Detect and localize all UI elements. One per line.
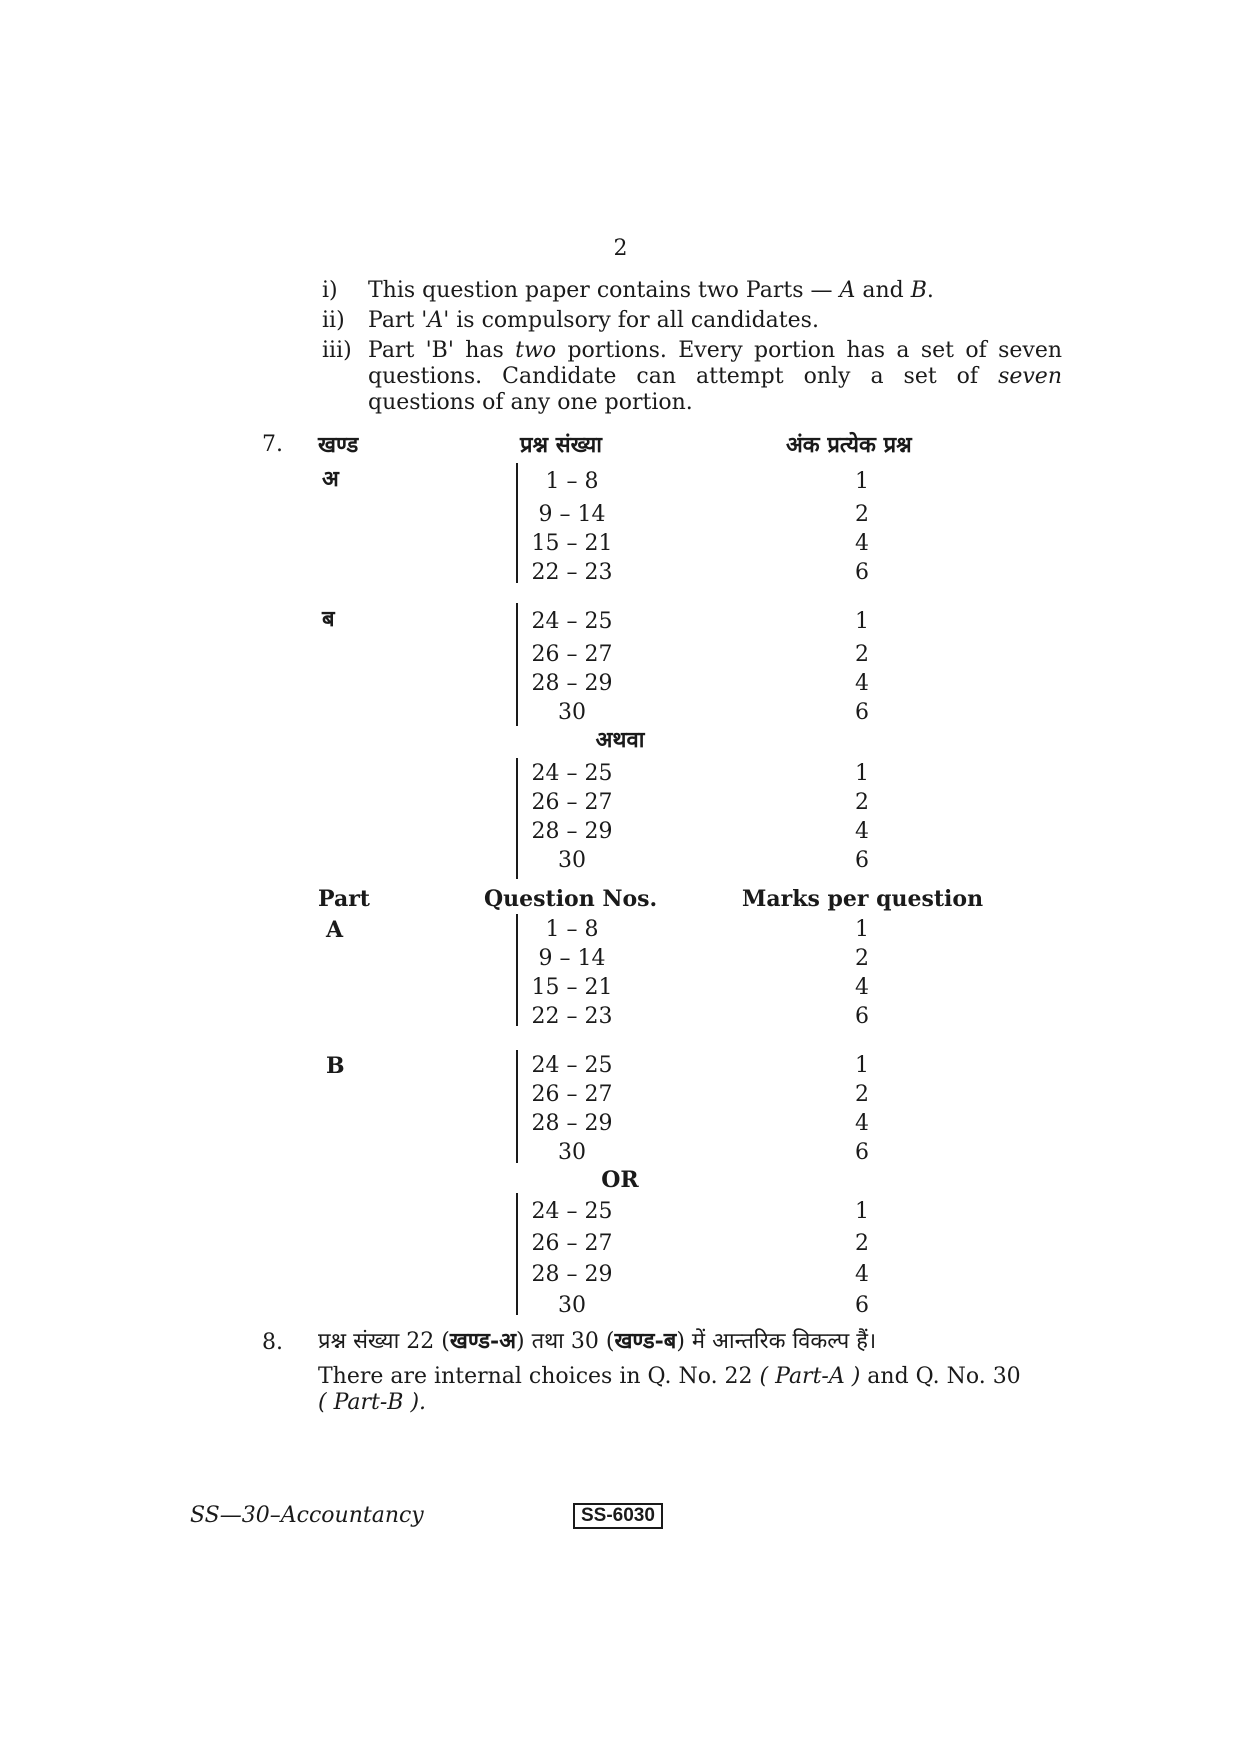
question-range: 24 – 25 — [531, 609, 613, 634]
column-header: खण्ड — [318, 432, 359, 458]
column-header: Part — [318, 886, 370, 912]
question-range: 26 – 27 — [531, 642, 613, 667]
marks-value: 1 — [855, 1199, 869, 1224]
instruction-emphasis: A — [839, 278, 856, 303]
instruction-text: questions of any one portion. — [368, 390, 693, 415]
marks-value: 6 — [855, 560, 869, 585]
instruction-emphasis: B — [910, 278, 927, 303]
instruction-text-part: . — [926, 278, 934, 303]
question-range: 26 – 27 — [531, 1082, 613, 1107]
part-label: B — [326, 1053, 345, 1079]
marks-value: 4 — [855, 819, 869, 844]
question-range: 24 – 25 — [531, 761, 613, 786]
instruction-text-part: This question paper contains two Parts — — [368, 278, 840, 303]
marks-value: 1 — [855, 761, 869, 786]
text-part: There are internal choices in Q. No. 22 — [318, 1364, 760, 1389]
instruction-text — [368, 338, 1062, 364]
instruction-text — [368, 278, 1062, 304]
marks-value: 2 — [855, 502, 869, 527]
question-range: 22 – 23 — [531, 560, 613, 585]
footer-paper-code: SS-6030 — [573, 1503, 663, 1529]
text-part: प्रश्न संख्या 22 ( — [318, 1329, 450, 1354]
instruction-number: ii) — [322, 308, 345, 333]
question-range: 30 — [558, 700, 586, 725]
instruction-text — [368, 364, 1062, 390]
instruction-emphasis: seven — [998, 364, 1062, 389]
instruction-text-part: portions. Every portion has a set of seven — [556, 338, 1063, 363]
or-label: OR — [601, 1167, 639, 1193]
marks-value: 4 — [855, 1262, 869, 1287]
instruction-text-part: and — [855, 278, 911, 303]
question-range: 24 – 25 — [531, 1199, 613, 1224]
instruction-text-part: ' is compulsory for all candidates. — [443, 308, 819, 333]
question-range: 30 — [558, 848, 586, 873]
question-range: 1 – 8 — [545, 469, 599, 494]
marks-value: 6 — [855, 1293, 869, 1318]
instruction-number: iii) — [322, 338, 352, 363]
instruction-text-part: Part 'B' has — [368, 338, 516, 363]
column-header: प्रश्न संख्या — [520, 432, 602, 458]
internal-choice-english — [318, 1364, 1021, 1390]
text-emphasis: ( Part-A ) — [759, 1364, 861, 1389]
marks-value: 6 — [855, 700, 869, 725]
instruction-number: i) — [322, 278, 338, 303]
text-part: ) तथा 30 ( — [516, 1329, 615, 1354]
marks-value: 1 — [855, 917, 869, 942]
marks-value: 6 — [855, 1004, 869, 1029]
question-range: 9 – 14 — [538, 502, 606, 527]
marks-value: 4 — [855, 671, 869, 696]
item-number: 8. — [262, 1330, 283, 1355]
question-range: 26 – 27 — [531, 790, 613, 815]
column-header: Question Nos. — [484, 886, 658, 912]
question-range: 15 – 21 — [531, 975, 613, 1000]
question-range: 1 – 8 — [545, 917, 599, 942]
marks-value: 2 — [855, 790, 869, 815]
marks-value: 6 — [855, 1140, 869, 1165]
marks-value: 6 — [855, 848, 869, 873]
part-label: अ — [322, 466, 339, 492]
column-header: Marks per question — [742, 886, 984, 912]
text-emphasis: खण्ड-ब — [614, 1328, 677, 1354]
instruction-emphasis: A — [427, 308, 444, 333]
or-label: अथवा — [595, 727, 645, 753]
marks-value: 4 — [855, 1111, 869, 1136]
instruction-text-part: questions. Candidate can attempt only a set of — [368, 364, 999, 389]
marks-value: 2 — [855, 642, 869, 667]
question-range: 28 – 29 — [531, 671, 613, 696]
part-label: ब — [322, 606, 335, 632]
question-range: 30 — [558, 1140, 586, 1165]
question-range: 28 – 29 — [531, 1262, 613, 1287]
instruction-text-part: Part ' — [368, 308, 428, 333]
item-number: 7. — [262, 432, 283, 457]
marks-value: 2 — [855, 1082, 869, 1107]
marks-value: 4 — [855, 975, 869, 1000]
text-part: ) में आन्तरिक विकल्प हैं। — [676, 1329, 877, 1354]
marks-value: 2 — [855, 946, 869, 971]
part-label: A — [326, 917, 344, 943]
internal-choice-english-cont: ( Part-B ). — [318, 1390, 427, 1415]
marks-value: 1 — [855, 609, 869, 634]
column-header: अंक प्रत्येक प्रश्न — [786, 432, 912, 458]
question-range: 30 — [558, 1293, 586, 1318]
marks-value: 1 — [855, 1053, 869, 1078]
footer-subject: SS—30–Accountancy — [190, 1503, 424, 1528]
text-part: and Q. No. 30 — [860, 1364, 1021, 1389]
marks-value: 2 — [855, 1231, 869, 1256]
question-range: 24 – 25 — [531, 1053, 613, 1078]
question-range: 22 – 23 — [531, 1004, 613, 1029]
question-range: 28 – 29 — [531, 819, 613, 844]
question-range: 15 – 21 — [531, 531, 613, 556]
page-number: 2 — [613, 236, 628, 261]
instruction-emphasis: two — [515, 338, 557, 363]
instruction-text — [368, 308, 1062, 334]
text-emphasis: खण्ड-अ — [449, 1328, 516, 1354]
internal-choice-hindi — [318, 1328, 876, 1355]
marks-value: 1 — [855, 469, 869, 494]
question-range: 9 – 14 — [538, 946, 606, 971]
question-range: 28 – 29 — [531, 1111, 613, 1136]
question-range: 26 – 27 — [531, 1231, 613, 1256]
marks-value: 4 — [855, 531, 869, 556]
